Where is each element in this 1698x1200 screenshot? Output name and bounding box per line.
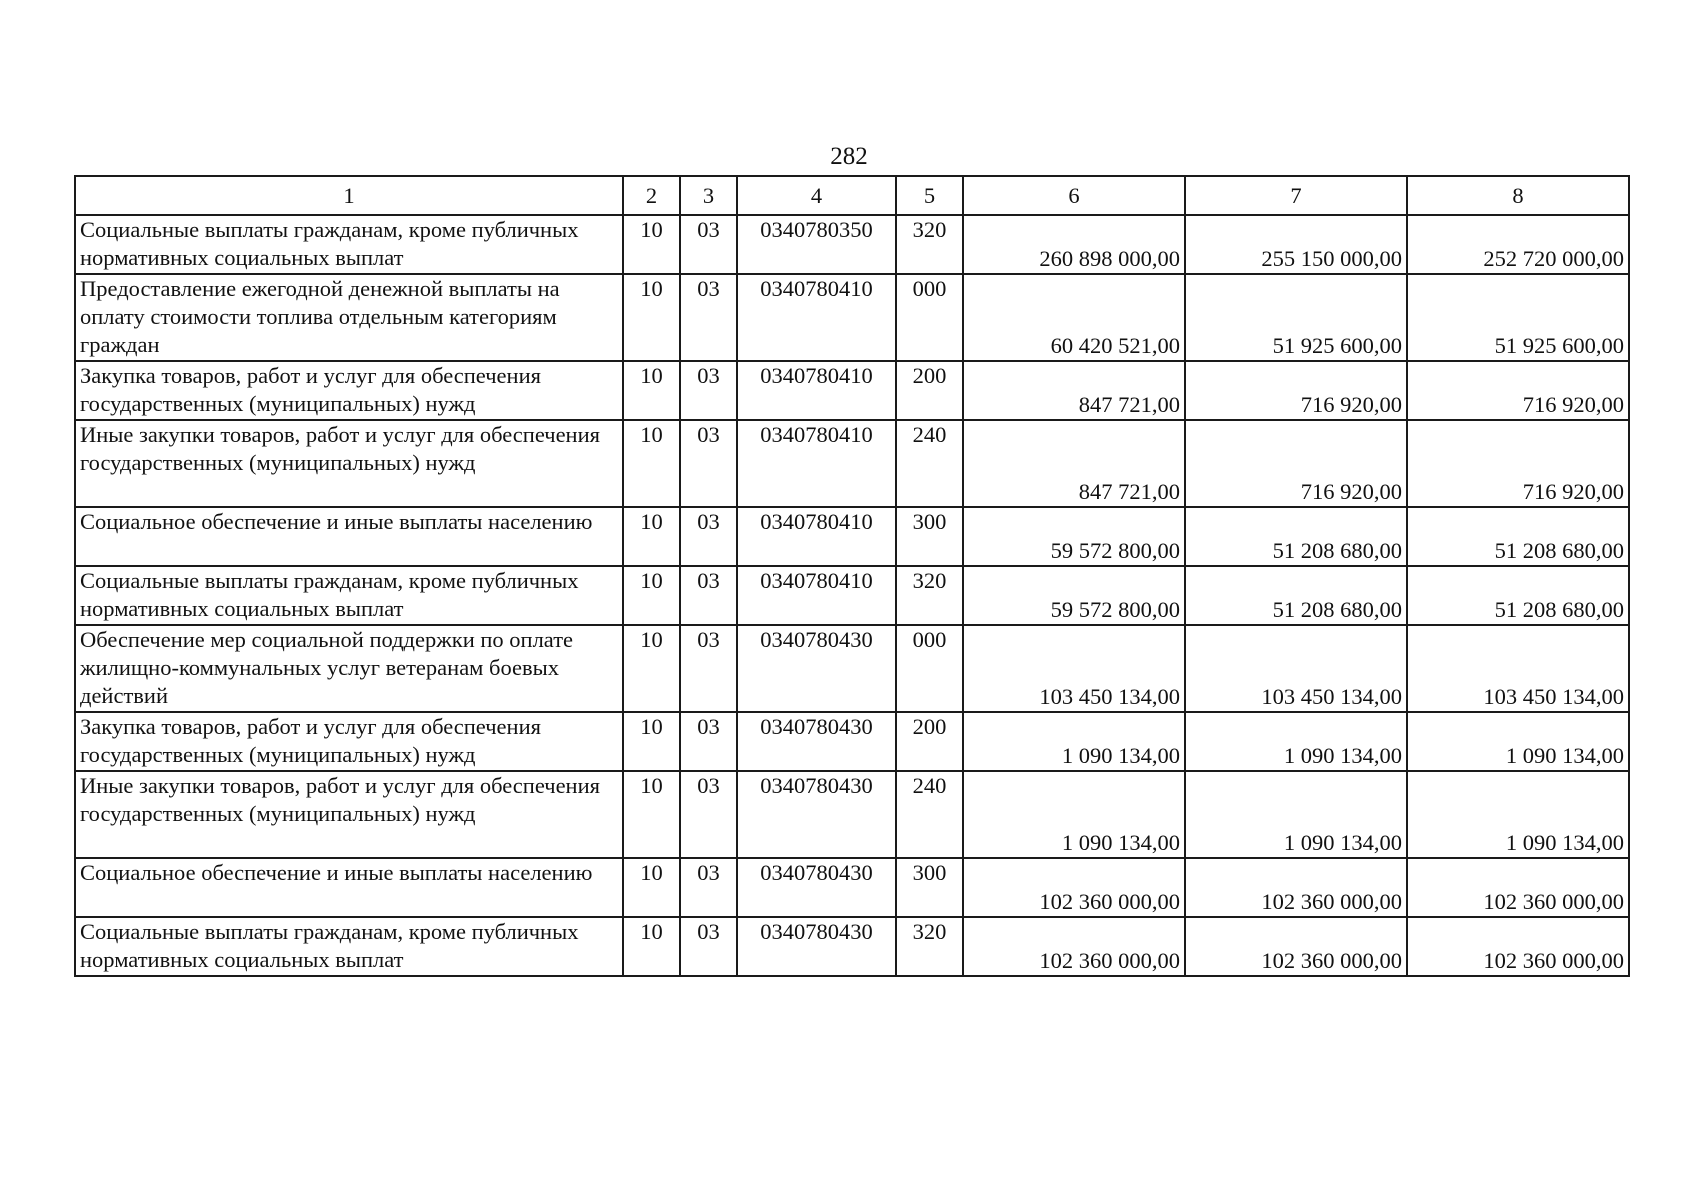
target-article-code: 0340780430	[737, 917, 896, 976]
amount-year-2: 102 360 000,00	[1185, 917, 1407, 976]
budget-table	[74, 175, 1630, 977]
amount-year-3: 51 925 600,00	[1407, 274, 1629, 361]
amount-year-1: 1 090 134,00	[963, 771, 1185, 858]
amount-year-3: 102 360 000,00	[1407, 917, 1629, 976]
row-description: Закупка товаров, работ и услуг для обеспечения государственных (муниципальных) нужд	[75, 361, 623, 420]
amount-year-3: 716 920,00	[1407, 361, 1629, 420]
expense-type-code: 320	[896, 917, 963, 976]
amount-year-3: 716 920,00	[1407, 420, 1629, 507]
column-header: 8	[1407, 176, 1629, 215]
table-row	[75, 507, 1629, 566]
section-code: 10	[623, 361, 680, 420]
row-description: Социальные выплаты гражданам, кроме публичных нормативных социальных выплат	[75, 566, 623, 625]
subsection-code: 03	[680, 771, 737, 858]
column-header: 3	[680, 176, 737, 215]
row-description: Закупка товаров, работ и услуг для обеспечения государственных (муниципальных) нужд	[75, 712, 623, 771]
amount-year-1: 59 572 800,00	[963, 566, 1185, 625]
section-code: 10	[623, 858, 680, 917]
target-article-code: 0340780350	[737, 215, 896, 274]
target-article-code: 0340780410	[737, 361, 896, 420]
expense-type-code: 300	[896, 858, 963, 917]
amount-year-1: 260 898 000,00	[963, 215, 1185, 274]
amount-year-2: 1 090 134,00	[1185, 712, 1407, 771]
amount-year-1: 59 572 800,00	[963, 507, 1185, 566]
amount-year-2: 255 150 000,00	[1185, 215, 1407, 274]
amount-year-2: 51 925 600,00	[1185, 274, 1407, 361]
subsection-code: 03	[680, 420, 737, 507]
amount-year-3: 1 090 134,00	[1407, 712, 1629, 771]
subsection-code: 03	[680, 917, 737, 976]
amount-year-3: 252 720 000,00	[1407, 215, 1629, 274]
table-row	[75, 361, 1629, 420]
subsection-code: 03	[680, 215, 737, 274]
section-code: 10	[623, 625, 680, 712]
subsection-code: 03	[680, 507, 737, 566]
column-header: 4	[737, 176, 896, 215]
row-description: Предоставление ежегодной денежной выплаты на оплату стоимости топлива отдельным категориям граждан	[75, 274, 623, 361]
target-article-code: 0340780430	[737, 771, 896, 858]
expense-type-code: 300	[896, 507, 963, 566]
subsection-code: 03	[680, 566, 737, 625]
table-row	[75, 566, 1629, 625]
table-body	[75, 215, 1629, 976]
expense-type-code: 240	[896, 420, 963, 507]
amount-year-1: 103 450 134,00	[963, 625, 1185, 712]
section-code: 10	[623, 215, 680, 274]
amount-year-1: 102 360 000,00	[963, 917, 1185, 976]
amount-year-2: 51 208 680,00	[1185, 507, 1407, 566]
table-row	[75, 420, 1629, 507]
amount-year-2: 102 360 000,00	[1185, 858, 1407, 917]
row-description: Обеспечение мер социальной поддержки по оплате жилищно-коммунальных услуг ветеранам боевых действий	[75, 625, 623, 712]
amount-year-3: 102 360 000,00	[1407, 858, 1629, 917]
row-description: Социальные выплаты гражданам, кроме публичных нормативных социальных выплат	[75, 215, 623, 274]
column-header: 1	[75, 176, 623, 215]
amount-year-2: 1 090 134,00	[1185, 771, 1407, 858]
table-row	[75, 858, 1629, 917]
subsection-code: 03	[680, 858, 737, 917]
amount-year-1: 847 721,00	[963, 361, 1185, 420]
amount-year-2: 716 920,00	[1185, 420, 1407, 507]
target-article-code: 0340780430	[737, 712, 896, 771]
section-code: 10	[623, 566, 680, 625]
amount-year-3: 103 450 134,00	[1407, 625, 1629, 712]
amount-year-2: 51 208 680,00	[1185, 566, 1407, 625]
table-row	[75, 712, 1629, 771]
target-article-code: 0340780410	[737, 420, 896, 507]
expense-type-code: 320	[896, 566, 963, 625]
amount-year-1: 847 721,00	[963, 420, 1185, 507]
row-description: Иные закупки товаров, работ и услуг для обеспечения государственных (муниципальных) нужд	[75, 771, 623, 858]
amount-year-1: 60 420 521,00	[963, 274, 1185, 361]
amount-year-2: 103 450 134,00	[1185, 625, 1407, 712]
subsection-code: 03	[680, 361, 737, 420]
expense-type-code: 320	[896, 215, 963, 274]
subsection-code: 03	[680, 625, 737, 712]
subsection-code: 03	[680, 712, 737, 771]
page-number: 282	[830, 143, 868, 170]
expense-type-code: 200	[896, 712, 963, 771]
amount-year-3: 51 208 680,00	[1407, 566, 1629, 625]
target-article-code: 0340780430	[737, 858, 896, 917]
table-row	[75, 771, 1629, 858]
target-article-code: 0340780410	[737, 566, 896, 625]
amount-year-2: 716 920,00	[1185, 361, 1407, 420]
section-code: 10	[623, 507, 680, 566]
target-article-code: 0340780410	[737, 274, 896, 361]
amount-year-3: 51 208 680,00	[1407, 507, 1629, 566]
row-description: Иные закупки товаров, работ и услуг для обеспечения государственных (муниципальных) нужд	[75, 420, 623, 507]
table-row	[75, 274, 1629, 361]
section-code: 10	[623, 712, 680, 771]
row-description: Социальные выплаты гражданам, кроме публичных нормативных социальных выплат	[75, 917, 623, 976]
row-description: Социальное обеспечение и иные выплаты населению	[75, 507, 623, 566]
target-article-code: 0340780410	[737, 507, 896, 566]
table-row	[75, 625, 1629, 712]
table-row	[75, 917, 1629, 976]
expense-type-code: 000	[896, 274, 963, 361]
section-code: 10	[623, 420, 680, 507]
expense-type-code: 240	[896, 771, 963, 858]
column-header: 6	[963, 176, 1185, 215]
section-code: 10	[623, 274, 680, 361]
column-header: 2	[623, 176, 680, 215]
target-article-code: 0340780430	[737, 625, 896, 712]
column-number-row	[75, 176, 1629, 215]
row-description: Социальное обеспечение и иные выплаты населению	[75, 858, 623, 917]
expense-type-code: 000	[896, 625, 963, 712]
expense-type-code: 200	[896, 361, 963, 420]
subsection-code: 03	[680, 274, 737, 361]
column-header: 7	[1185, 176, 1407, 215]
amount-year-3: 1 090 134,00	[1407, 771, 1629, 858]
amount-year-1: 1 090 134,00	[963, 712, 1185, 771]
amount-year-1: 102 360 000,00	[963, 858, 1185, 917]
section-code: 10	[623, 771, 680, 858]
table-row	[75, 215, 1629, 274]
column-header: 5	[896, 176, 963, 215]
section-code: 10	[623, 917, 680, 976]
